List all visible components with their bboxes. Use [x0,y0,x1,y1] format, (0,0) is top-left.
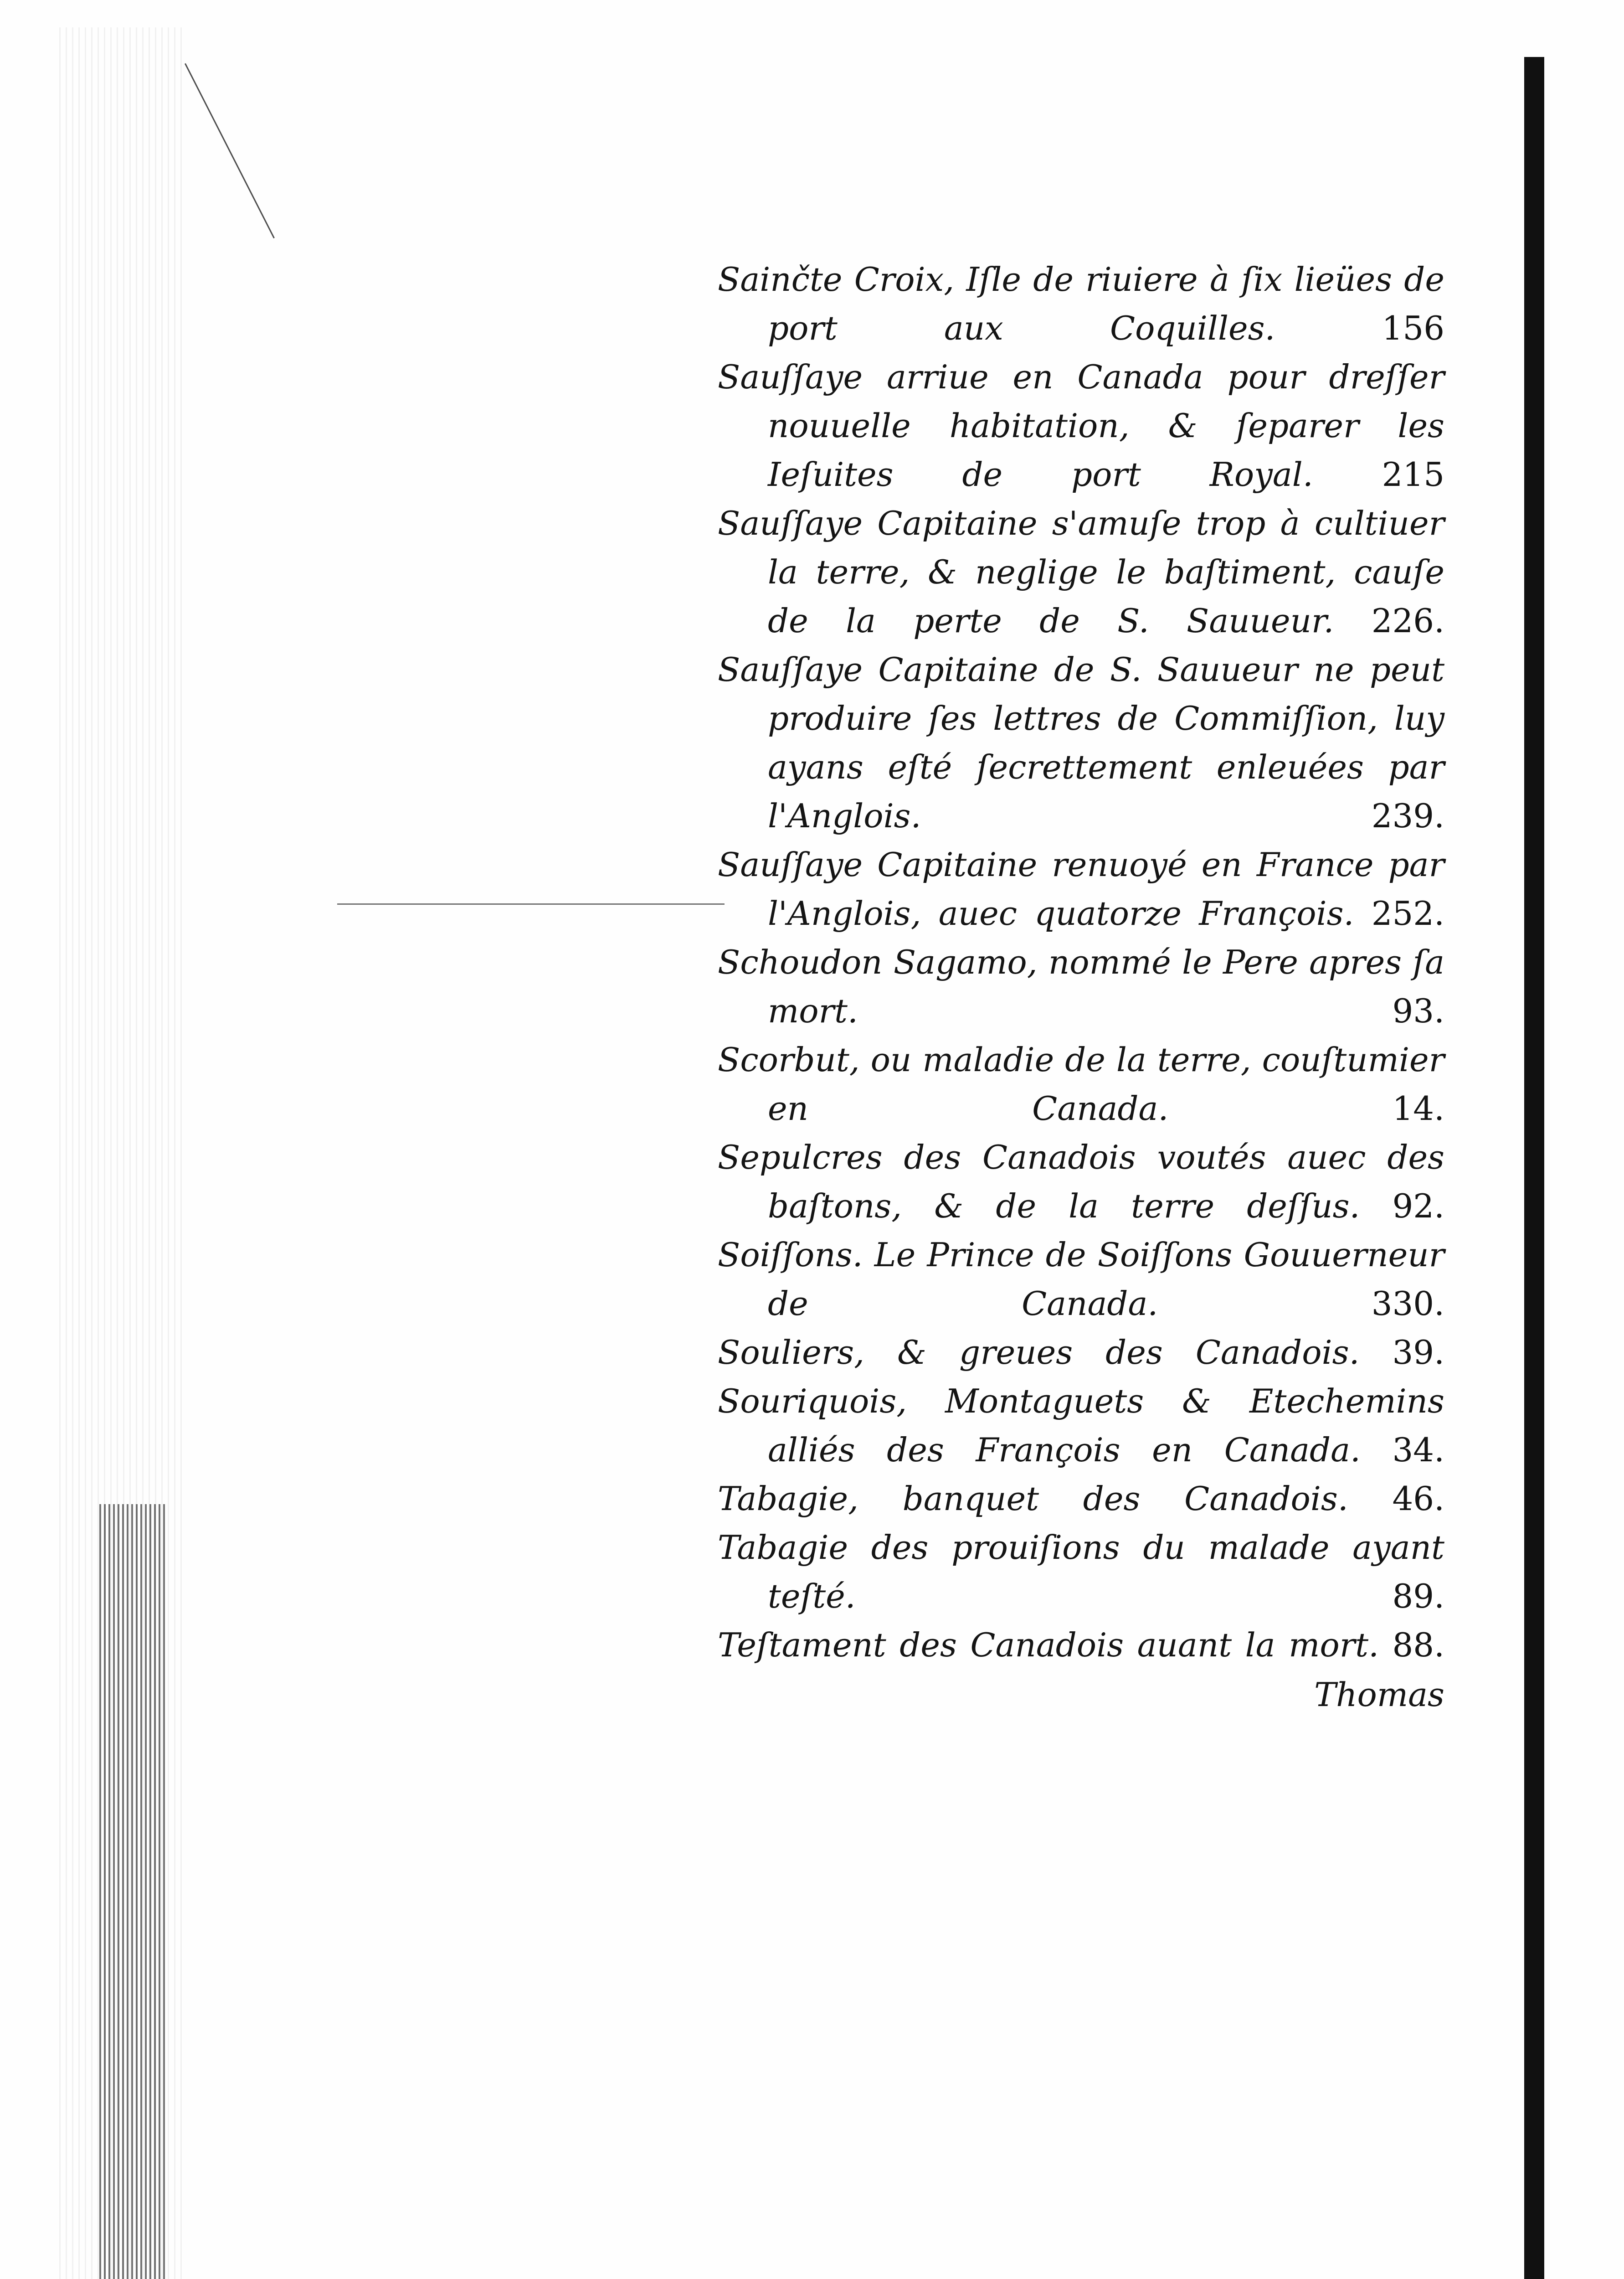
entry-page: 34. [1392,1431,1445,1469]
index-entry [718,1133,1444,1231]
scan-mark [185,63,275,238]
entry-text: Soiſſons. Le Prince de Soiſſons Gouuerneur de Canada. [718,1236,1444,1323]
index-entry [718,1621,1444,1670]
entry-text: Tabagie des prouiſions du malade ayant teſté. [718,1528,1444,1615]
entry-page: 39. [1392,1333,1445,1372]
entry-page: 92. [1392,1187,1444,1225]
entry-page: 330. [1371,1284,1444,1323]
entry-text: Sainčte Croix, Iſle de riuiere à ſix lieües de port aux Coquilles. [718,260,1444,347]
entry-page: 46. [1392,1480,1444,1518]
index-column [718,255,1444,1719]
entry-text: Tabagie, banquet des Canadois. [718,1480,1348,1518]
entry-page: 215 [1382,455,1445,494]
index-entry [718,1036,1444,1133]
entry-text: Sauſſaye arriue en Canada pour dreſſer nouuelle habitation, & ſeparer les Ieſuites de port Royal. [718,358,1444,494]
index-entry [718,255,1444,353]
entry-text: Sauſſaye Capitaine s'amuſe trop à cultiuer la terre, & neglige le baſtiment, cauſe de la perte de S. Sauueur. [718,504,1444,640]
entry-page: 156 [1382,309,1445,347]
entry-page: 239. [1371,797,1444,835]
index-entry [718,353,1444,499]
index-entry [718,938,1444,1036]
entry-text: Sauſſaye Capitaine de S. Sauueur ne peut produire ſes lettres de Commiſſion, luy ayans eſté ſecrettement enleuées par l'Anglois. [718,650,1444,835]
entry-page: 93. [1392,992,1444,1030]
page-edge-bar [1524,57,1544,2279]
index-entry [718,1231,1444,1328]
entry-page: 226. [1371,602,1444,640]
index-entry [718,1523,1444,1621]
entry-text: Souliers, & greues des Canadois. [718,1333,1360,1372]
entry-text: Sauſſaye Capitaine renuoyé en France par l'Anglois, auec quatorze François. [718,846,1444,933]
binding-shadow-dark [99,1504,168,2279]
entry-text: Souriquois, Montaguets & Etechemins alliés des François en Canada. [718,1382,1444,1469]
entry-text: Scorbut, ou maladie de la terre, couſtumier en Canada. [718,1041,1444,1128]
entry-page: 14. [1392,1089,1444,1128]
index-entry [718,499,1444,645]
index-entry [718,1377,1444,1475]
entry-page: 89. [1392,1577,1444,1615]
catchword: Thomas [1314,1676,1444,1714]
index-entry [718,645,1444,840]
entry-text: Teſtament des Canadois auant la mort. [718,1626,1379,1664]
entry-text: Sepulcres des Canadois voutés auec des baſtons, & de la terre deſſus. [718,1138,1444,1225]
entry-page: 88. [1392,1626,1445,1664]
entry-page: 252. [1371,894,1444,933]
index-entry [718,840,1444,938]
index-entry [718,1475,1444,1523]
index-entry [718,1328,1444,1377]
entry-text: Schoudon Sagamo, nommé le Pere apres ſa mort. [718,943,1444,1030]
stray-rule [337,903,725,905]
